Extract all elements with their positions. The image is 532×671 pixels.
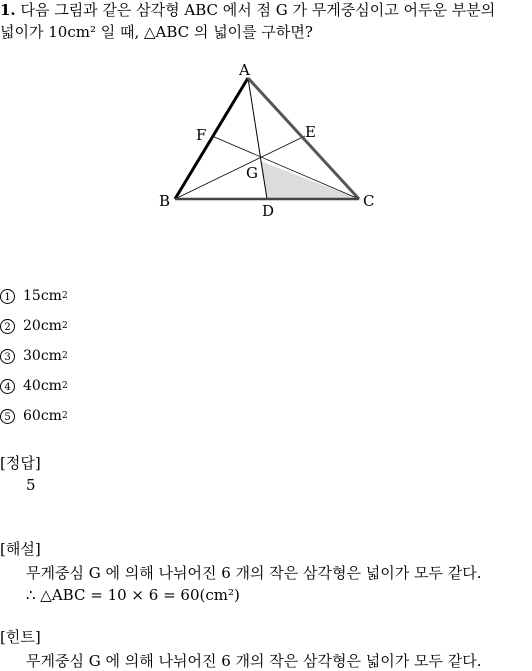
shaded-region bbox=[260, 161, 359, 199]
choice-exp: 2 bbox=[61, 411, 68, 421]
label-d: D bbox=[262, 202, 275, 220]
choice-1[interactable] bbox=[0, 288, 68, 304]
choice-exp: 2 bbox=[61, 351, 68, 361]
choice-exp: 2 bbox=[61, 321, 68, 331]
answer-value: 5 bbox=[26, 476, 36, 494]
choice-value: 40 bbox=[23, 378, 41, 394]
choice-exp: 2 bbox=[61, 291, 68, 301]
choice-exp: 2 bbox=[61, 381, 68, 391]
explanation-header: [해설] bbox=[0, 540, 41, 558]
choice-unit: cm bbox=[40, 378, 62, 394]
choice-unit: cm bbox=[40, 318, 62, 334]
label-c: C bbox=[363, 192, 375, 210]
hint-line-1: 무게중심 G 에 의해 나뉘어진 6 개의 작은 삼각형은 넓이가 모두 같다. bbox=[26, 652, 482, 670]
question-line-1 bbox=[0, 0, 495, 20]
question-text-2: 넓이가 10cm² 일 때, △ABC 의 넓이를 구하면? bbox=[0, 23, 313, 41]
label-g: G bbox=[246, 164, 258, 182]
label-f: F bbox=[196, 126, 207, 144]
choice-3[interactable] bbox=[0, 348, 68, 364]
choice-marker: 4 bbox=[0, 379, 15, 394]
choice-unit: cm bbox=[40, 288, 62, 304]
question-text-1: 다음 그림과 같은 삼각형 ABC 에서 점 G 가 무게중심이고 어두운 부분의 bbox=[20, 1, 496, 19]
choice-value: 30 bbox=[23, 348, 41, 364]
label-a: A bbox=[239, 61, 250, 79]
choice-marker: 1 bbox=[0, 289, 15, 304]
label-e: E bbox=[305, 123, 316, 141]
choice-marker: 3 bbox=[0, 349, 15, 364]
label-b: B bbox=[159, 192, 171, 210]
triangle-figure bbox=[155, 58, 385, 223]
explanation-line-2: ∴ △ABC = 10 × 6 = 60(cm²) bbox=[26, 586, 240, 604]
choice-marker: 2 bbox=[0, 319, 15, 334]
hint-header: [힌트] bbox=[0, 628, 41, 646]
choice-4[interactable] bbox=[0, 378, 68, 394]
choice-marker: 5 bbox=[0, 409, 15, 424]
choice-2[interactable] bbox=[0, 318, 68, 334]
choice-value: 20 bbox=[23, 318, 41, 334]
side-ab bbox=[175, 78, 248, 199]
question-number: 1. bbox=[0, 1, 16, 19]
choice-unit: cm bbox=[40, 408, 62, 424]
choice-unit: cm bbox=[40, 348, 62, 364]
answer-header: [정답] bbox=[0, 454, 41, 472]
choice-value: 60 bbox=[23, 408, 41, 424]
choice-value: 15 bbox=[23, 288, 41, 304]
explanation-line-1: 무게중심 G 에 의해 나뉘어진 6 개의 작은 삼각형은 넓이가 모두 같다. bbox=[26, 564, 482, 582]
choice-5[interactable] bbox=[0, 408, 68, 424]
